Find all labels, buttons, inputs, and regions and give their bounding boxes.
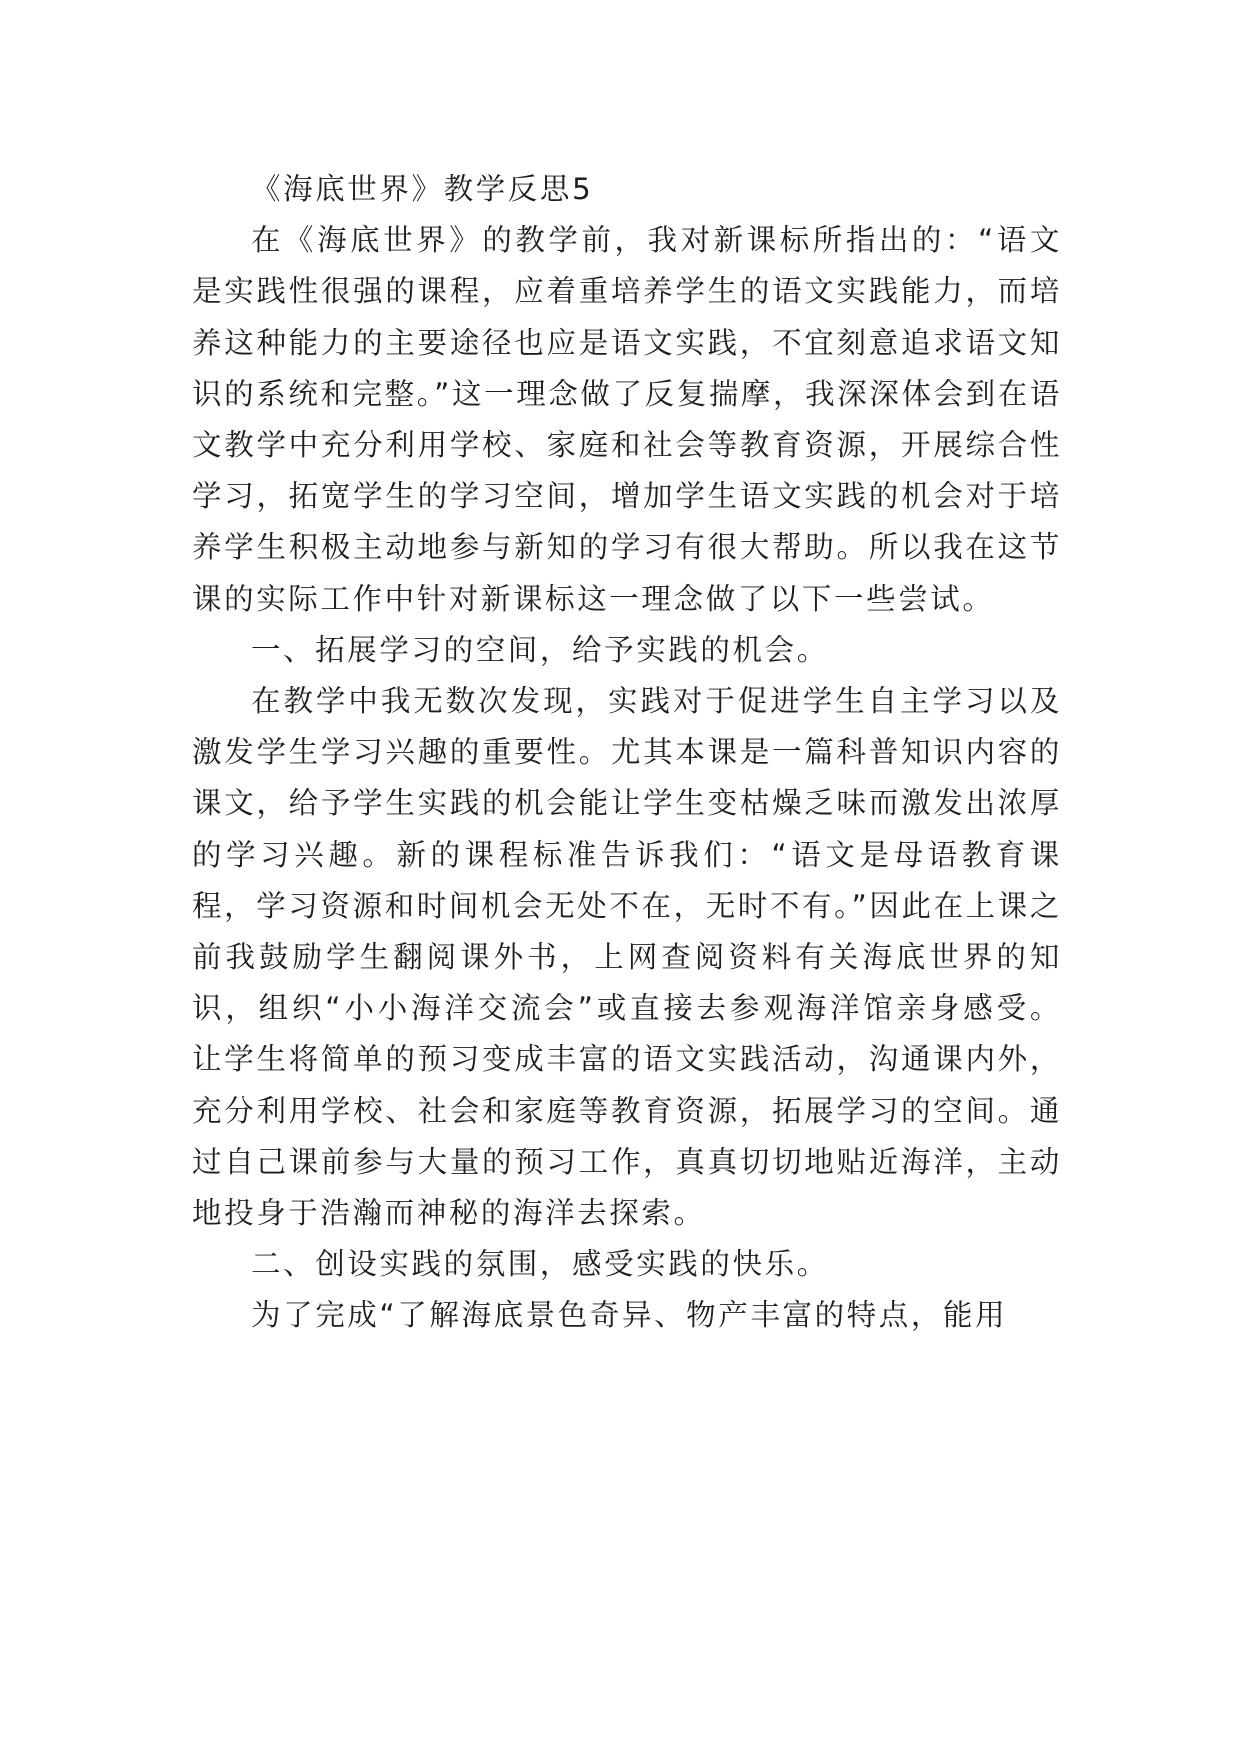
paragraph-section-1: 在教学中我无数次发现，实践对于促进学生自主学习以及激发学生学习兴趣的重要性。尤其本课是一篇科普知识内容的课文，给予学生实践的机会能让学生变枯燥乏味而激发出浓厚的学习兴趣。新的课程标准告诉我们：“语文是母语教育课程，学习资源和时间机会无处不在，无时不有。”因此在上课之前我鼓励学生翻阅课外书，上网查阅资料有关海底世界的知识，组织“小小海洋交流会”或直接去参观海洋馆亲身感受。让学生将简单的预习变成丰富的语文实践活动，沟通课内外，充分利用学校、社会和家庭等教育资源，拓展学习的空间。通过自己课前参与大量的预习工作，真真切切地贴近海洋，主动地投身于浩瀚而神秘的海洋去探索。 — [192, 684, 1062, 1231]
document-body — [192, 164, 1062, 1342]
paragraph-intro: 在《海底世界》的教学前，我对新课标所指出的：“语文是实践性很强的课程，应着重培养学生的语文实践能力，而培养这种能力的主要途径也应是语文实践，不宜刻意追求语文知识的系统和完整。”这一理念做了反复揣摩，我深深体会到在语文教学中充分利用学校、家庭和社会等教育资源，开展综合性学习，拓宽学生的学习空间，增加学生语文实践的机会对于培养学生积极主动地参与新知的学习有很大帮助。所以我在这节课的实际工作中针对新课标这一理念做了以下一些尝试。 — [192, 223, 1062, 616]
document-title: 《海底世界》教学反思5 — [251, 172, 594, 206]
paragraph-section-2: 为了完成“了解海底景色奇异、物产丰富的特点，能用 — [251, 1298, 1008, 1333]
section-heading-2: 二、创设实践的氛围，感受实践的快乐。 — [251, 1247, 829, 1282]
section-heading-1: 一、拓展学习的空间，给予实践的机会。 — [251, 632, 829, 667]
